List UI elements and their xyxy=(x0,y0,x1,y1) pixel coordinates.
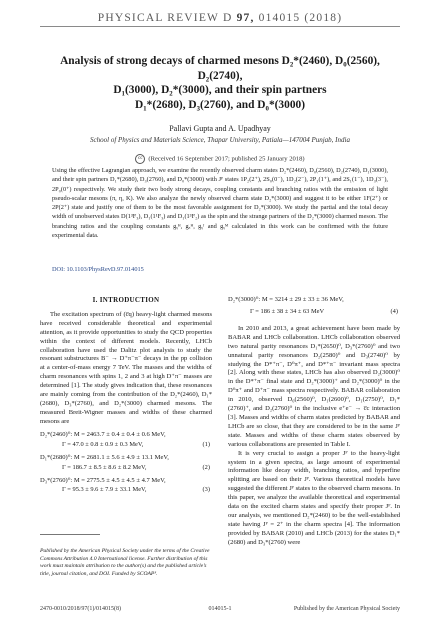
title-line-1: Analysis of strong decays of charmed mesons D₂*(2460), D₀(2560), D₂(2740), xyxy=(60,55,380,82)
journal-volume: 97, xyxy=(236,12,255,24)
right-column xyxy=(228,296,400,548)
equation-2-width: Γ = 186.7 ± 8.5 ± 8.6 ± 8.2 MeV, xyxy=(62,463,147,471)
header-rule xyxy=(40,26,400,27)
left-column xyxy=(40,296,212,495)
equation-1-width: Γ = 47.0 ± 0.8 ± 0.9 ± 0.3 MeV, xyxy=(62,440,144,448)
equation-2-number: (2) xyxy=(202,463,210,471)
equation-3-number: (3) xyxy=(202,486,210,494)
equation-4-mass: D₂*(3000)⁰: M = 3214 ± 29 ± 33 ± 36 MeV, xyxy=(228,296,344,303)
affiliation: School of Physics and Materials Science, Thapar University, Patiala—147004 Punjab, India xyxy=(90,136,350,144)
equation-3-width: Γ = 95.3 ± 9.6 ± 7.9 ± 33.1 MeV, xyxy=(62,486,147,494)
footer-publisher: Published by the American Physical Society xyxy=(293,606,400,612)
equation-3-mass: D₃*(2760)⁰: M = 2775.5 ± 4.5 ± 4.5 ± 4.7 MeV, xyxy=(40,476,166,484)
equation-4 xyxy=(228,296,400,317)
equation-block xyxy=(40,431,212,496)
footer-page-number: 014015-1 xyxy=(208,606,232,612)
equation-1-number: (1) xyxy=(202,440,210,448)
paper-title xyxy=(40,54,400,112)
dates-text: (Received 16 September 2017; published 25 January 2018) xyxy=(148,155,305,163)
equation-1 xyxy=(40,431,212,450)
title-line-2: D₁(3000), D₂*(3000), and their spin partners xyxy=(113,84,327,96)
title-line-3: D₁*(2680), D₃(2760), and D₀*(3000) xyxy=(134,98,306,111)
equation-2 xyxy=(40,454,212,473)
running-header xyxy=(0,12,440,24)
footer-issn: 2470-0010/2018/97(1)/014015(8) xyxy=(40,606,121,612)
intro-paragraph-3: It is very crucial to assign a proper Jᴾ to the heavy-light system in a given spectra, as large amount of experimental information like decay width, branching ratios, and hyperfine splitting are based on their Jᴾ. Various theoretical models have suggested the different Jᴾ states to the observed charm mesons. In this paper, we analyze the available theoretical and experimental data on the excited charm states and specify their proper Jᴾ. In our analysis, we mentioned D₂*(2460) to be the well-established state having Jᴾ = 2⁺ in the charm spectra [4]. The information provided by BABAR (2010) and LHCb (2013) for the states D₁*(2680) and D₃*(2760) were xyxy=(228,449,400,546)
license-footnote: Published by the American Physical Society under the terms of the Creative Commons Attribution 4.0 International license. Further distribution of this work must maintain attribution to the author(s) and the published article’s title, journal citation, and DOI. Funded by SCOAP³. xyxy=(40,548,210,577)
equation-3 xyxy=(40,477,212,496)
equation-1-mass: D₂*(2460)⁰: M = 2463.7 ± 0.4 ± 0.4 ± 0.6 MeV, xyxy=(40,430,166,438)
intro-paragraph-1: The excitation spectrum of (c̅q) heavy-light charmed mesons have received considerable theoretical and experimental attention, as it provide opportunities to study the QCD properties within the context of different models. Recently, LHCb collaboration have used the Dalitz plot analysis to study the resonant substructures B⁻ → D⁺π⁻π⁻ decays in the pp collision at a center-of-mass energy 7 TeV. The masses and the widths of charm resonances with spins 1, 2 and 3 at high D⁺π⁻ masses are determined [1]. The study gives indication that, these resonances are mainly coming from the contribution of the D₂*(2460), D₁*(2680), D₃*(2760), and D₂*(3000) charmed mesons. The measured Breit-Wigner masses and widths of these charmed mesons are xyxy=(40,310,212,425)
article-number: 014015 (2018) xyxy=(258,12,343,24)
author-list: Pallavi Gupta and A. Upadhyay xyxy=(169,124,271,133)
equation-4-width: Γ = 186 ± 38 ± 34 ± 63 MeV xyxy=(250,307,325,315)
doi-link[interactable]: DOI: 10.1103/PhysRevD.97.014015 xyxy=(52,266,144,273)
open-access-icon: cc xyxy=(135,154,145,164)
journal-name: PHYSICAL REVIEW D xyxy=(97,12,233,24)
footnote-rule xyxy=(40,534,100,535)
equation-4-number: (4) xyxy=(390,307,398,315)
intro-paragraph-2: In 2010 and 2013, a great achievement have been made by BABAR and LHCb collaboration. LHCb collaboration observed two natural parity resonances D₁*(2650)⁰, D₃*(2760)⁰ and two unnatural parity resonances D₂(2580)⁰ and D₃(2740)⁰ by studying the D*⁺π⁻, D⁰π⁺, and D*⁺π⁻ invariant mass spectra [2]. Along with these states, LHCb has also observed D₂(3000)⁰ in the D*⁺π⁻ final state and D₂*(3000)⁺ and D₂*(3000)⁰ in the D⁰π⁺ and D⁺π⁻ mass spectra respectively. BABAR collaboration in 2010, observed D₀(2560)⁰, D₁(2600)⁰, D₁(2750)⁰, D₁*(2760)⁺, and D₂(2760)⁰ in the inclusive e⁺e⁻ → c̅c interaction [3]. Masses and widths of charm states predicted by BABAR and LHCb are so close, that they are considered to be in the same Jᴾ state. Masses and widths of these charm states observed by various collaborations are presented in Table I. xyxy=(228,324,400,448)
received-published-dates xyxy=(40,154,400,164)
section-heading: I. INTRODUCTION xyxy=(92,296,160,304)
equation-2-mass: D₁*(2680)⁰: M = 2681.1 ± 5.6 ± 4.9 ± 13.1 MeV, xyxy=(40,453,169,461)
abstract: Using the effective Lagrangian approach, we examine the recently observed charm states D₂*(2460), D₀(2560), D₂(2740), D₁(3000), and their spin partners D₁*(2680), D₃(2760), and D₀*(3000) with Jᴾ states 1P₂(2⁺), 2S₀(0⁻), 1D₂(2⁻), 2P₁(1⁺), and 2S₁(1⁻), 1D₃(3⁻), 2P₀(0⁺) respectively. We study their two body strong decays, coupling constants and branching ratios with the emission of light pseudo-scalar mesons (π, η, K). We also analyze the newly observed charm state D₂*(3000) and suggest it to be either 1F(2⁺) or 2P(2⁺) state and justify one of them to be the most favorable assignment for D₂*(3000). We study the partial and the total decay width of unobserved states D(1³F₃), D₁(1¹F₃) and D₁(1³F₂) as the spin and the strange partners of the D₂*(3000) charmed meson. The branching ratios and the coupling constants gᵧᴴ, gₓᴴ, gᵧᴶ and gᵧᴹ calculated in this work can be confirmed with the future experimental data. xyxy=(52,167,388,240)
